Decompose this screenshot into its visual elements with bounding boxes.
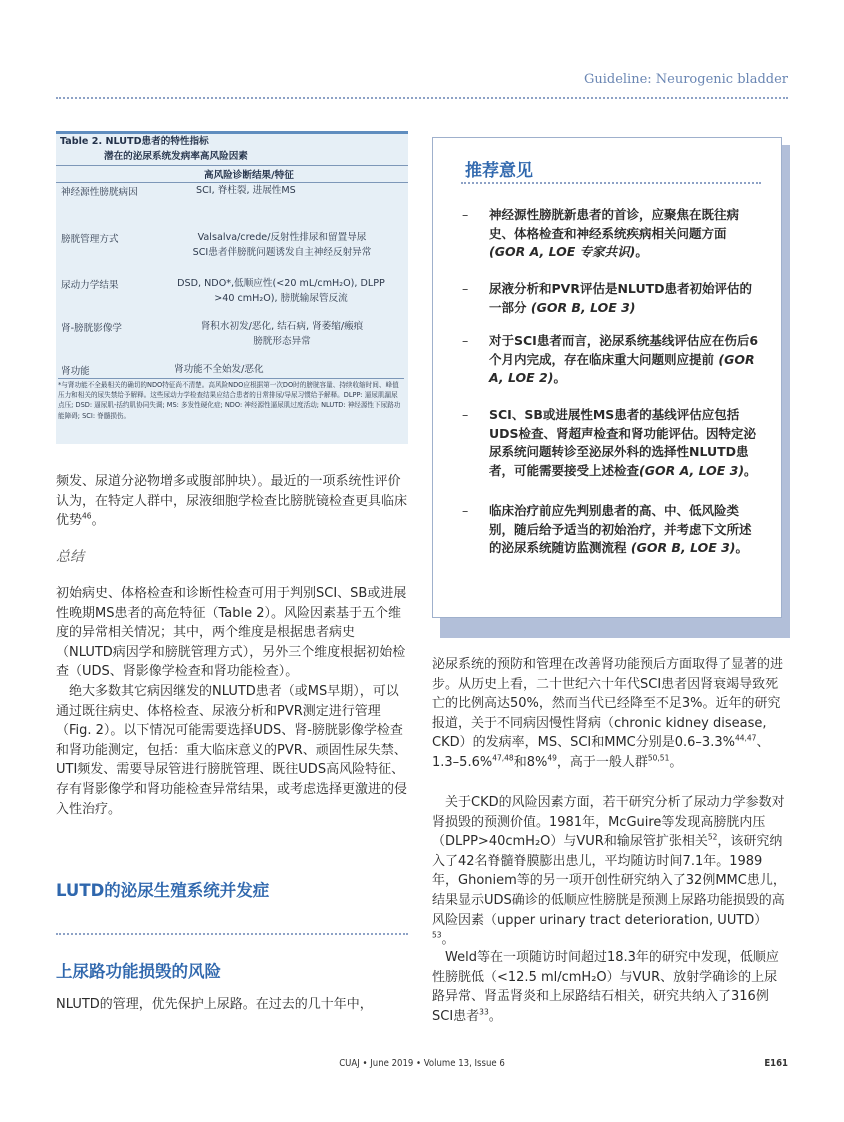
citation-ref: 49 [547,753,557,763]
recommendation-text: 临床治疗前应先判别患者的高、中、低风险类别，随后给予适当的初始治疗，并考虑下文所述的泌尿系统随访监测流程 [489,503,752,556]
recommendation-text: 尿液分析和PVR评估是NLUTD患者初始评估的一部分 [489,281,752,315]
bullet-dash: – [462,333,469,348]
table-header-row [56,165,408,183]
paragraph-text: 泌尿系统的预防和管理在改善肾功能预后方面取得了显著的进步。从历史上看，二十世纪六十年代SCI患者因肾衰竭导致死亡的比例高达50%，然而当代已经降至不足3%。近年的研究报道，关于不同病因慢性肾病（chronic kidney disease, CKD）的发病率，MS、SCI和MMC分别是0.6–3.3% [432,657,784,751]
evidence-grade: (GOR A, LOE 专家共识) [489,244,636,260]
recommendation-title: 推荐意见 [465,161,533,181]
paragraph-text: 和8% [513,754,548,770]
paragraph-end: 。 [488,1008,502,1024]
recommendation-item [462,406,759,480]
paragraph-text: ，高于一般人群 [556,754,648,770]
bullet-dash: – [462,407,469,422]
citation-ref: 33 [479,1007,489,1017]
paragraph-text: Weld等在一项随访时间超过18.3年的研究中发现，低顺应性膀胱低（<12.5 ml/cmH₂O）与VUR、放射学确诊的上尿路异常、肾盂肾炎和上尿路结石相关，研究共纳入了316例SCI患者 [432,950,779,1024]
recommendation-divider [461,182,761,184]
table-row-value [164,230,400,260]
recommendation-item [462,206,759,262]
evidence-grade: (GOR A, LOE 2) [489,351,755,386]
evidence-grade: (GOR A, LOE 3) [639,462,745,478]
table-2 [56,131,408,444]
table-footnote: *与肾功能不全最相关的确切的NDO特征尚不清楚。高风险NDO应根据第一次DO时的膀胱容量、持续收缩时间、峰值压力和相关的尿失禁给予解释。这些尿动力学检查结果应结合患者的日常排尿/导尿习惯给予解释。DLPP: 逼尿肌漏尿点压; DSD: 逼尿肌-括约肌协同失调; MS: 多发性硬化症; NDO: 神经源性逼尿肌过度活动; NLUTD: 神经源性下尿路功能障碍; SCI: 脊髓损伤。 [58,378,404,421]
running-header: Guideline: Neurogenic bladder [583,72,788,87]
table-row-label: 尿动力学结果 [61,280,119,291]
left-paragraph-1 [56,472,408,531]
right-paragraph-1 [432,655,788,773]
right-paragraph-2 [432,793,788,950]
table-cell-line: >40 cmH₂O), 膀胱输尿管反流 [214,293,348,304]
recommendation-end: 。 [744,462,757,478]
paragraph-text: 关于CKD的风险因素方面，若干研究分析了尿动力学参数对肾损毁的预测价值。1981年，McGuire等发现高膀胱内压（DLPP>40cmH₂O）与VUR和输尿管扩张相关 [432,795,785,850]
citation-ref: 50,51 [647,753,670,763]
table-cell-line: 肾积水初发/恶化, 结石病, 肾萎缩/瘢痕 [200,321,364,332]
section-heading: LUTD的泌尿生殖系统并发症 [56,881,270,900]
table-column-header: 高风险诊断结果/特征 [204,170,294,181]
table-row-label: 神经源性膀胱病因 [61,187,138,198]
recommendation-end: 。 [635,244,648,260]
page-number: E161 [764,1058,788,1069]
recommendation-text: 对于SCI患者而言，泌尿系统基线评估应在伤后6个月内完成，存在临床重大问题则应提前 [489,333,759,367]
recommendation-item [462,280,759,317]
bullet-dash: – [462,207,469,222]
summary-heading: 总结 [56,549,84,565]
citation-ref: 47,48 [492,753,514,763]
recommendation-item [462,332,759,388]
recommendation-end: 。 [553,370,566,386]
table-row-value [196,183,296,198]
right-paragraph-3 [432,948,788,1026]
citation-ref: 53 [432,930,442,940]
paragraph-text: 频发、尿道分泌物增多或腹部肿块）。最近的一项系统性评价认为，在特定人群中，尿液细胞学检查比膀胱镜检查更具临床优势 [56,474,408,529]
citation-ref: 52 [707,832,718,842]
table-cell-line: 肾功能不全始发/恶化 [174,364,264,375]
table-cell-line: DSD, NDO*,低顺应性(<20 mL/cmH₂O), DLPP [177,278,385,289]
recommendation-item [462,502,759,558]
recommendation-box [432,137,782,618]
paragraph-end: 。 [441,932,455,948]
bullet-dash: – [462,503,469,518]
citation-ref: 44,47 [734,734,757,744]
table-row-value [164,319,400,349]
citation-ref: 46 [82,511,92,521]
recommendation-text: 神经源性膀胱新患者的首诊，应聚焦在既往病史、体格检查和神经系统疾病相关问题方面 [489,207,740,241]
footer-citation: CUAJ • June 2019 • Volume 13, Issue 6 [339,1058,505,1069]
paragraph-end: 。 [91,513,105,529]
bullet-dash: – [462,281,469,296]
evidence-grade: (GOR B, LOE 3) [630,540,736,556]
recommendation-text: SCI、SB或进展性MS患者的基线评估应包括UDS检查、肾超声检查和肾功能评估。因特定泌尿系统问题转诊至泌尿外科的选择性NLUTD患者，可能需要接受上述检查 [489,407,757,478]
table-cell-line: Valsalva/crede/反射性排尿和留置导尿 [197,232,367,243]
recommendation-end: 。 [735,540,749,556]
table-row-value [174,362,264,377]
paragraph-end: 。 [669,754,683,770]
table-cell-line: SCI, 脊柱裂, 进展性MS [196,185,296,196]
header-divider [56,97,788,99]
table-cell-line: 膀胱形态异常 [253,336,311,347]
table-caption-subtitle: 潜在的泌尿系统发病率高风险因素 [104,151,248,162]
subsection-heading: 上尿路功能损毁的风险 [56,962,221,981]
section-divider [56,933,408,935]
left-paragraph-4: NLUTD的管理，优先保护上尿路。在过去的几十年中， [56,997,373,1012]
evidence-grade: (GOR B, LOE 3) [530,299,636,315]
table-row-label: 肾功能 [61,366,90,377]
table-caption: Table 2. NLUTD患者的特性指标 [60,136,209,147]
left-paragraph-2: 初始病史、体格检查和诊断性检查可用于判别SCI、SB或进展性晚期MS患者的高危特征（Table 2）。风险因素基于五个维度的异常相关情况；其中，两个维度是根据患者病史（NLUTD病因学和膀胱管理方式），另外三个维度根据初始检查（UDS、肾影像学检查和肾功能检查）。 [56,586,407,680]
paragraph-text: 、1.3–5.6% [432,735,770,770]
table-row-label: 膀胱管理方式 [61,234,119,245]
paragraph-text: ，该研究纳入了42名脊髓脊膜膨出患儿，平均随访时间7.1年。1989年，Ghoniem等的另一项开创性研究纳入了32例MMC患儿，结果显示UDS确诊的低顺应性膀胱是预测上尿路功能损毁的高风险因素（upper urinary tract deterioration, UUTD） [432,834,786,928]
table-cell-line: SCI患者伴膀胱问题诱发自主神经反射异常 [192,247,372,258]
table-row-value [156,276,406,306]
table-row-label: 肾-膀胱影像学 [61,323,123,334]
left-paragraph-3: 绝大多数其它病因继发的NLUTD患者（或MS早期），可以通过既往病史、体格检查、尿液分析和PVR测定进行管理（Fig. 2）。以下情况可能需要选择UDS、肾-膀胱影像学检查和肾功能测定，包括：重大临床意义的PVR、顽固性尿失禁、UTI频发、需要导尿管进行膀胱管理、既往UDS高风险特征、存有肾影像学和肾功能检查异常结果，或考虑选择更激进的侵入性治疗。 [56,684,408,817]
